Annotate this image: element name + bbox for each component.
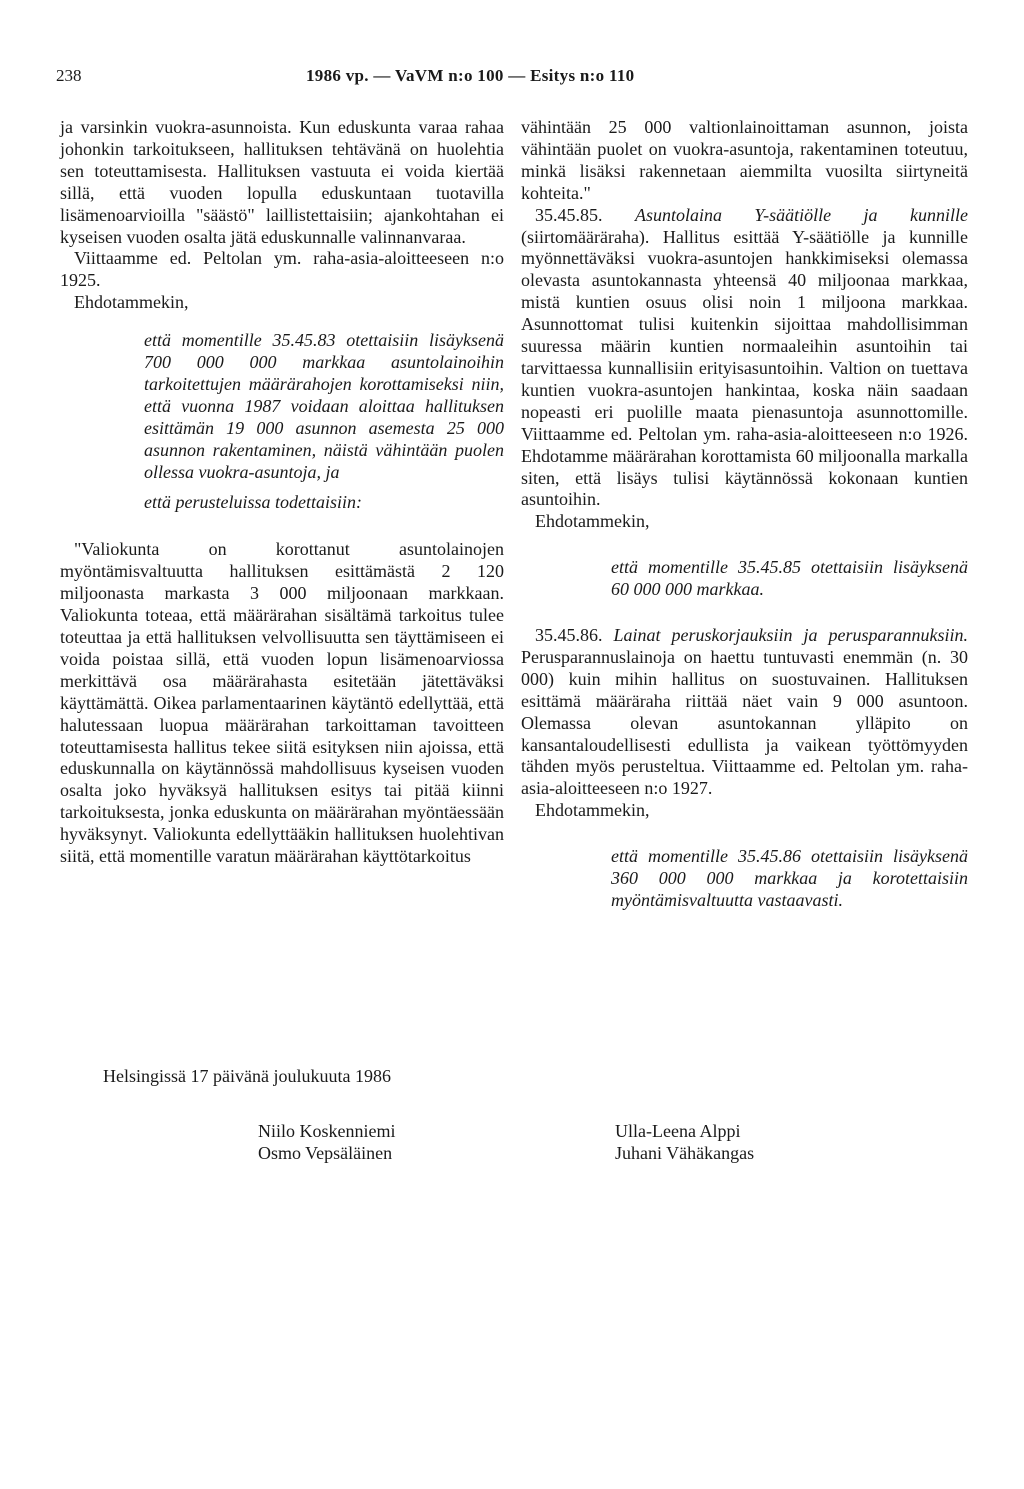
left-paragraph-intro: ja varsinkin vuokra-asunnoista. Kun eduskunta varaa rahaa johonkin tarkoitukseen, hallituksen tehtävänä on huolehtia sen toteuttamisesta. Hallituksen vastuuta ei voida kiertää sillä, että vuoden lopulla eduskuntaan tuotavilla lisämenoarvioilla "säästö" laillistettaisiin; ajankohtahan ei kyseisen vuoden osalta jätä eduskunnalle valinnanvaraa. <box>60 117 504 247</box>
right-column <box>521 117 968 912</box>
signers-left <box>258 1120 396 1164</box>
signers-right <box>615 1120 754 1164</box>
item-35-45-85-text: (siirtomääräraha). Hallitus esittää Y-säätiölle ja kunnille myönnettäväksi vuokra-asuntojen hankkimiseksi olemassa olevasta asuntokannasta yhteensä 40 miljoonaa markkaa, mistä kuntien osuus olisi noin 1 miljoona markkaa. Asunnottomat tulisi kuitenkin sijoittaa mahdollisimman suuressa määrin kuntien normaaleihin asuntoihin tai tarvittaessa kunnallisiin erityisasuntoihin. Valtion on tuettava kuntien vuokra-asuntojen hankintaa, koska näin saadaan nopeasti eri puolille maata pienasuntoja asunnottomille. Viittaamme ed. Peltolan ym. raha-asia-aloitteeseen n:o 1926. Ehdotamme määrärahan korottamista 60 miljoonalla markalla siten, että lisäys tulisi käytännössä kokonaan kuntien asuntoihin. <box>521 226 968 510</box>
item-35-45-85-number: 35.45.85. <box>535 204 603 225</box>
place-and-date: Helsingissä 17 päivänä joulukuuta 1986 <box>103 1066 391 1086</box>
proposal-35-45-86: että momentille 35.45.86 otettaisiin lisäyksenä 360 000 000 markkaa ja korotettaisiin myöntämisvaltuutta vastaavasti. <box>611 846 968 910</box>
right-paragraph-ehdotammekin-2: Ehdotammekin, <box>535 800 650 821</box>
proposal-perustelut: että perusteluissa todettaisiin: <box>144 491 362 512</box>
page-header <box>56 66 976 90</box>
signer-name: Ulla-Leena Alppi <box>615 1121 741 1141</box>
item-35-45-85 <box>521 205 968 512</box>
signer-name: Juhani Vähäkangas <box>615 1143 755 1163</box>
signer-name: Niilo Koskenniemi <box>258 1121 396 1141</box>
left-paragraph-reference: Viittaamme ed. Peltolan ym. raha-asia-aloitteeseen n:o 1925. <box>60 248 504 291</box>
item-35-45-86 <box>521 625 968 800</box>
quoted-statement: "Valiokunta on korottanut asuntolainojen myöntämisvaltuutta hallituksen esittämästä 2 120 miljoonasta markasta 3 000 miljoonaan markkaan. Valiokunta toteaa, että määrärahan sisältämä tarkoitus tulee toteuttaa ja että hallituksen velvollisuutta sen täyttämiseen ei voida poistaa sillä, että vuoden lopun lisämenoarviossa merkittävä osa määrärahasta esitetään jätettäväksi käyttämättä. Oikea parlamentaarinen käytäntö edellyttää, että halutessaan luopua määrärahan tarkoittaman tavoitteen toteuttamisesta hallitus tekee siitä esityksen niin ajoissa, että eduskunnalla on käytännössä mahdollisuus kyseisen vuoden osalta joko hyväksyä hallituksen esitys tai pitää kiinni tarkoituksesta, jonka eduskunta on määrärahan myöntäessään hyväksynyt. Valiokunta edellyttääkin hallituksen huolehtivan siitä, että momentille varatun määrärahan käyttötarkoitus <box>60 539 504 867</box>
item-35-45-86-heading: Lainat peruskorjauksiin ja perusparannuksiin. <box>613 625 968 646</box>
proposal-35-45-83: että momentille 35.45.83 otettaisiin lisäyksenä 700 000 000 markkaa asuntolainoihin tarkoitettujen määrärahojen korottamiseksi niin, että vuonna 1987 voidaan aloittaa hallituksen esittämän 19 000 asunnon asemesta 25 000 asunnon rakentaminen, näistä vähintään puolen ollessa vuokra-asuntoja, ja <box>144 330 504 482</box>
signer-name: Osmo Vepsäläinen <box>258 1143 393 1163</box>
proposal-35-45-85: että momentille 35.45.85 otettaisiin lisäyksenä 60 000 000 markkaa. <box>611 557 968 600</box>
right-paragraph-ehdotammekin-1: Ehdotammekin, <box>535 511 650 532</box>
page-number: 238 <box>56 66 82 85</box>
item-35-45-86-number: 35.45.86. <box>535 625 603 646</box>
right-paragraph-continuation: vähintään 25 000 valtionlainoittaman asunnon, joista vähintään puolet on vuokra-asuntoja, rakentaminen toteutuu, minkä lisäksi rakennetaan aiemmilta vuosilta siirtyneitä kohteita." <box>521 117 968 203</box>
item-35-45-86-text: Perusparannuslainoja on haettu tuntuvasti enemmän (n. 30 000) kuin mihin hallitus on suostuvainen. Hallituksen esittämä määräraha riittää näet vain 9 000 asuntoon. Olemassa olevan asuntokannan ylläpito on kansantaloudellisesti edullista ja vaikean työttömyyden tähden myös perusteltua. Viittaamme ed. Peltolan ym. raha-asia-aloitteeseen n:o 1927. <box>521 646 968 799</box>
running-title: 1986 vp. — VaVM n:o 100 — Esitys n:o 110 <box>306 66 635 85</box>
left-column <box>60 117 504 868</box>
item-35-45-85-heading: Asuntolaina Y-säätiölle ja kunnille <box>634 204 969 225</box>
left-paragraph-ehdotammekin: Ehdotammekin, <box>74 292 189 313</box>
